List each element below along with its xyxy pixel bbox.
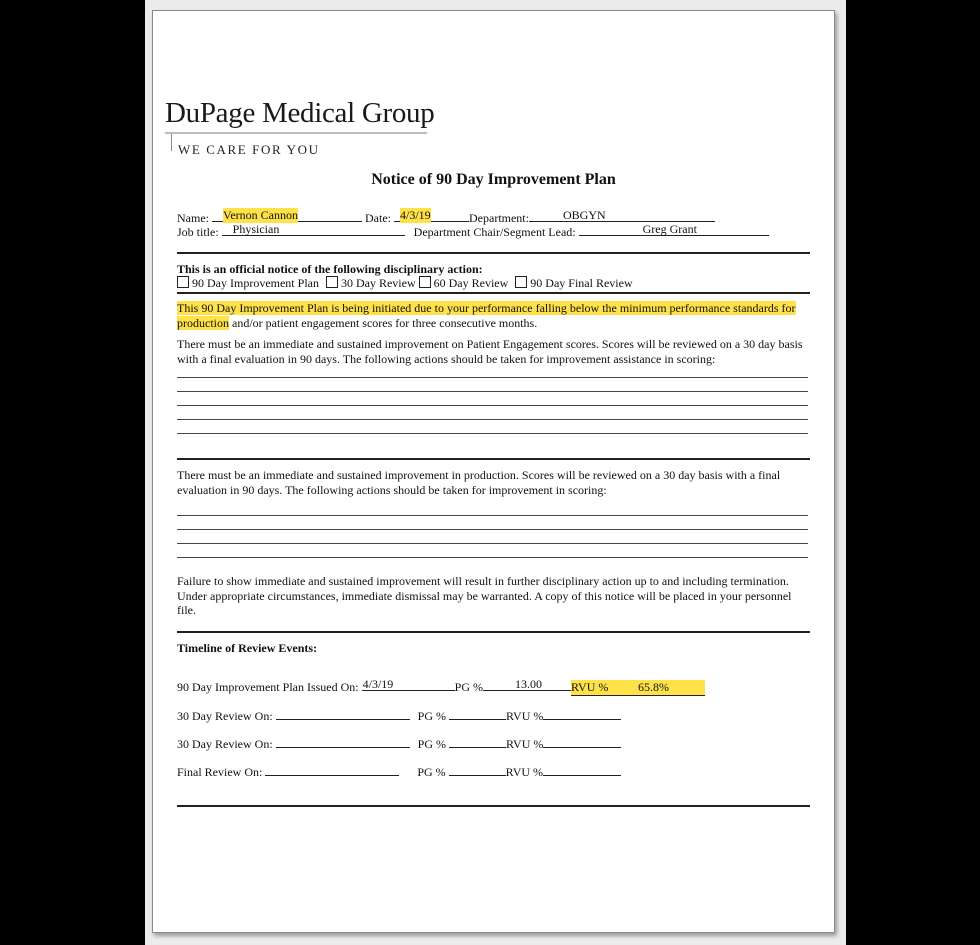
failure-paragraph: Failure to show immediate and sustained improvement will result in further disciplinary action up to and including termination. Under appropriate circumstances, immediate dismissal may be warranted. A copy of this notice will be placed in your personnel file. [177, 574, 792, 617]
name-field[interactable] [212, 209, 362, 222]
company-logo-name: DuPage Medical Group [165, 97, 435, 129]
section-divider [177, 631, 810, 633]
document-title: Notice of 90 Day Improvement Plan [371, 171, 616, 188]
section-divider [177, 458, 810, 460]
pg-value: 13.00 [514, 677, 542, 691]
header-row-2 [177, 223, 769, 240]
reason-paragraph [177, 301, 811, 330]
disciplinary-options [177, 276, 633, 291]
issued-date-field[interactable] [362, 678, 455, 691]
checkbox-90-day-plan[interactable] [177, 276, 189, 288]
section-divider [177, 292, 810, 294]
name-label: Name: [177, 211, 209, 225]
rvu-field[interactable] [543, 735, 621, 748]
name-value: Vernon Cannon [223, 208, 298, 222]
option-label: 30 Day Review [340, 276, 416, 290]
chair-label: Department Chair/Segment Lead: [413, 225, 576, 239]
option-label: 90 Day Final Review [530, 276, 633, 290]
reason-highlight: This 90 Day Improvement Plan is being initiated due to your performance falling below the minimum performance standards for production [177, 301, 796, 330]
section-divider [177, 805, 810, 807]
production-answer-line[interactable] [177, 543, 808, 544]
pg-label: PG % [417, 709, 446, 723]
option-label: 90 Day Improvement Plan [192, 276, 319, 290]
rvu-field[interactable] [543, 707, 621, 720]
review-60-label: 30 Day Review On: [177, 737, 273, 751]
pg-field[interactable] [449, 735, 506, 748]
rvu-label: RVU % [506, 737, 544, 751]
timeline-final-row [177, 763, 621, 780]
reason-text: and/or patient engagement scores for three consecutive months. [229, 315, 538, 330]
engagement-answer-line[interactable] [177, 405, 808, 406]
timeline-60-day-row [177, 735, 621, 752]
chair-field[interactable] [579, 223, 769, 236]
date-value: 4/3/19 [400, 208, 431, 222]
pg-field[interactable] [449, 707, 506, 720]
issued-label: 90 Day Improvement Plan Issued On: [177, 680, 359, 694]
issued-date-value: 4/3/19 [362, 677, 394, 691]
review-30-label: 30 Day Review On: [177, 709, 273, 723]
review-30-date-field[interactable] [276, 707, 410, 720]
section-divider [177, 252, 810, 254]
disciplinary-heading: This is an official notice of the following disciplinary action: [177, 262, 483, 276]
job-title-field[interactable] [222, 223, 405, 236]
timeline-issued-row [177, 678, 705, 696]
timeline-30-day-row [177, 707, 621, 724]
department-field[interactable] [529, 209, 715, 222]
engagement-answer-line[interactable] [177, 433, 808, 434]
date-field[interactable] [394, 209, 469, 222]
rvu-label: RVU % [570, 680, 609, 694]
department-value: OBGYN [562, 208, 606, 222]
document-page [152, 10, 835, 933]
final-review-label: Final Review On: [177, 765, 263, 779]
review-60-date-field[interactable] [276, 735, 410, 748]
option-label: 60 Day Review [433, 276, 509, 290]
pg-field[interactable] [449, 763, 506, 776]
engagement-paragraph: There must be an immediate and sustained improvement on Patient Engagement scores. Scores will be reviewed on a 30 day basis with a final evaluation in 90 days. The following actions should be taken for improvement assistance in scoring: [177, 337, 803, 366]
rvu-field[interactable] [543, 763, 621, 776]
production-answer-line[interactable] [177, 515, 808, 516]
logo-underline [165, 132, 427, 134]
production-answer-line[interactable] [177, 557, 808, 558]
engagement-answer-line[interactable] [177, 391, 808, 392]
company-tagline: WE CARE FOR YOU [178, 142, 320, 157]
job-title-label: Job title: [177, 225, 219, 239]
rvu-value: 65.8% [637, 680, 669, 694]
date-label: Date: [365, 211, 391, 225]
checkbox-60-day-review[interactable] [419, 276, 431, 288]
checkbox-90-day-final-review[interactable] [515, 276, 527, 288]
logo-divider [171, 134, 172, 151]
engagement-answer-line[interactable] [177, 377, 808, 378]
pg-label: PG % [417, 765, 446, 779]
pg-label: PG % [417, 737, 446, 751]
production-paragraph: There must be an immediate and sustained improvement in production. Scores will be reviewed on a 30 day basis with a final evaluation in 90 days. The following actions should be taken for improvement in scoring: [177, 468, 781, 497]
pg-label: PG % [454, 680, 483, 694]
checkbox-30-day-review[interactable] [326, 276, 338, 288]
pg-field[interactable] [483, 678, 571, 691]
final-review-date-field[interactable] [265, 763, 399, 776]
engagement-answer-line[interactable] [177, 419, 808, 420]
rvu-label: RVU % [506, 709, 544, 723]
department-label: Department: [469, 211, 529, 225]
job-title-value: Physician [232, 222, 280, 236]
production-answer-line[interactable] [177, 529, 808, 530]
rvu-label: RVU % [505, 765, 544, 779]
chair-value: Greg Grant [642, 222, 697, 236]
rvu-highlight[interactable] [571, 680, 705, 696]
timeline-heading: Timeline of Review Events: [177, 641, 318, 655]
